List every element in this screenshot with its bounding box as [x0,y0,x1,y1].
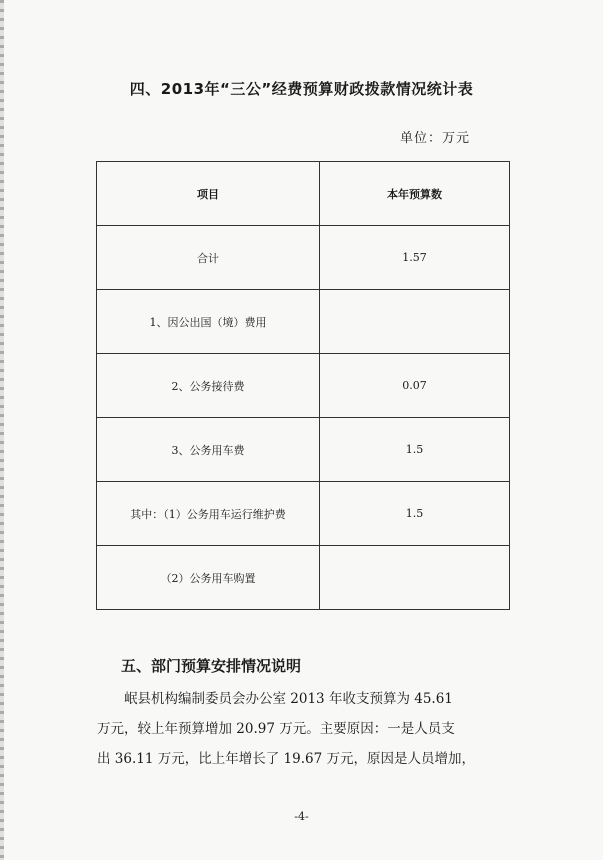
row-item: 其中：（1）公务用车运行维护费 [97,482,320,546]
table-row [97,546,510,610]
body-paragraph [97,684,517,774]
unit-label: 单位：万元 [400,131,471,146]
row-value: 1.5 [319,418,509,482]
row-value: 1.57 [319,226,509,290]
row-value: 1.5 [319,482,509,546]
paragraph-line: 岷县机构编制委员会办公室 2013 年收支预算为 45.61 [124,691,453,707]
row-item: （2）公务用车购置 [97,546,320,610]
row-item: 合计 [97,226,320,290]
row-item: 1、因公出国（境）费用 [97,290,320,354]
paragraph-line: 万元，较上年预算增加 20.97 万元。主要原因：一是人员支 [97,721,455,737]
binding-edge [0,0,4,860]
row-value [319,290,509,354]
header-budget: 本年预算数 [319,162,509,226]
row-item: 2、公务接待费 [97,354,320,418]
paragraph-line: 出 36.11 万元，比上年增长了 19.67 万元，原因是人员增加， [97,751,475,767]
table-row [97,290,510,354]
table-row [97,418,510,482]
page-number: -4- [294,810,309,823]
budget-table [96,161,510,610]
table-row [97,354,510,418]
table-row [97,226,510,290]
table-header-row [97,162,510,226]
header-item: 项目 [97,162,320,226]
section-title: 五、部门预算安排情况说明 [121,657,302,675]
row-value [319,546,509,610]
row-item: 3、公务用车费 [97,418,320,482]
table-title: 四、2013年“三公”经费预算财政拨款情况统计表 [129,80,474,98]
table-row [97,482,510,546]
row-value: 0.07 [319,354,509,418]
